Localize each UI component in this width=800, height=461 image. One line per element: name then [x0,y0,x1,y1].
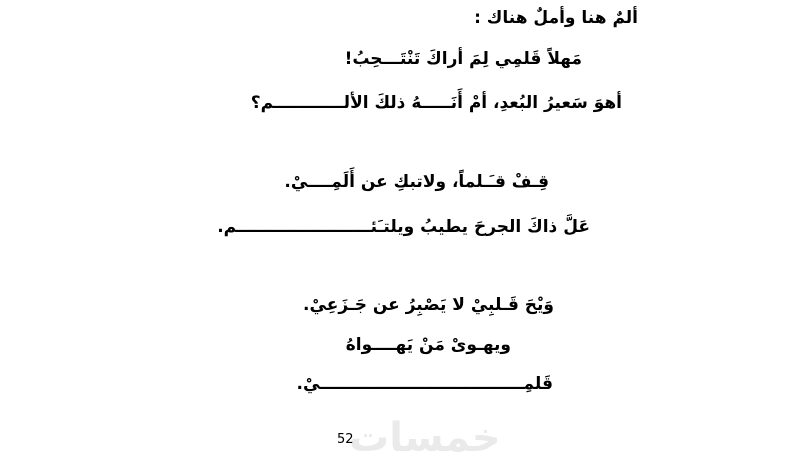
stanza-3-line-2: ويهـوىْ مَنْ يَهــــواهُ [345,335,511,355]
page-heading: ألمٌ هنا وأملٌ هناك : [474,8,638,28]
stanza-2-line-2: عَلَّ ذاكَ الجرحَ يطيبُ ويلتـَئـــــــــــــــــــــــم. [217,217,590,237]
page-number: 52 [337,432,354,447]
stanza-3-line-3: قَلمِـــــــــــــــــــــــــــــــــــيْ. [296,374,553,394]
stanza-2-line-1: قِـفْ قـَـلماً، ولاتبكِ عن أَلَمِــــيْ. [284,172,549,192]
watermark-logo: خمسات [349,415,501,461]
stanza-3-line-1: وَيْحَ قَـلبِيْ لا يَصْبِرُ عن جَـزَعِيْ. [303,295,554,315]
stanza-1-line-1: مَهلاً قَلمِي لِمَ أراكَ تَنْتَـــحِبُ! [344,49,582,69]
stanza-1-line-2: أهوَ سَعيرُ البُعدِ، أمْ أَنَـــــهُ ذلكَ الألــــــــــــم؟ [250,93,622,113]
